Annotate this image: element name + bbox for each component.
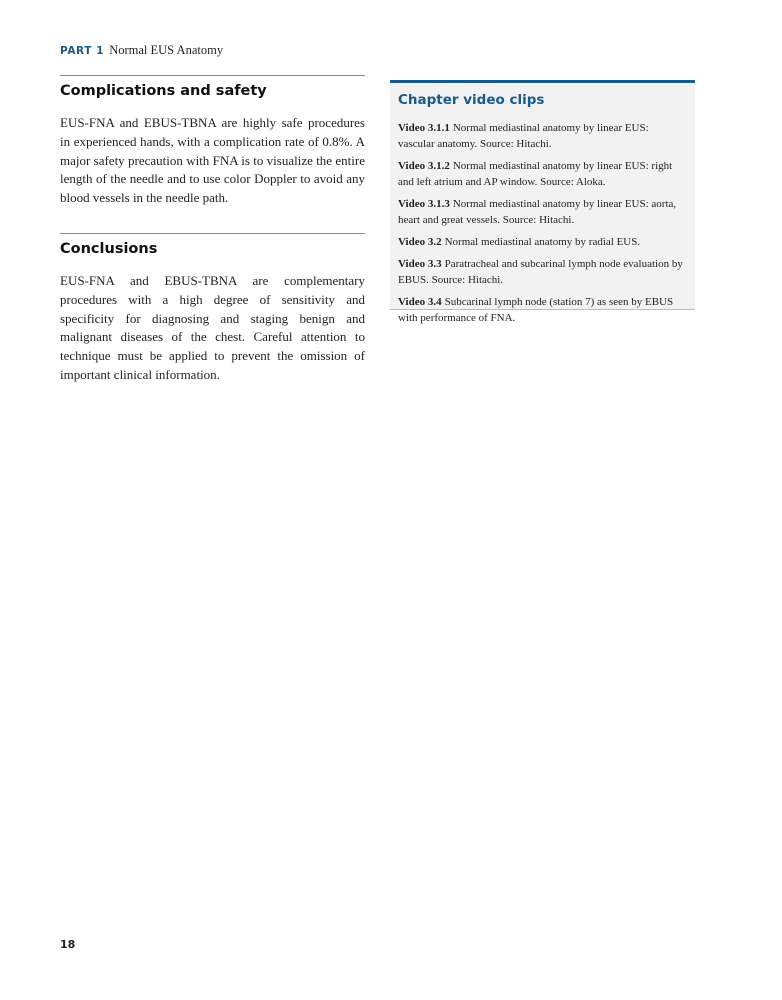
video-clip-id: Video 3.1.1 xyxy=(398,122,450,134)
running-head xyxy=(60,42,223,59)
video-clip-description: Normal mediastinal anatomy by linear EUS: vascular anatomy. Source: Hitachi. xyxy=(398,122,649,150)
video-clip-item[interactable] xyxy=(398,158,687,190)
running-head-title: Normal EUS Anatomy xyxy=(109,43,224,57)
section-heading-conclusions: Conclusions xyxy=(60,240,158,257)
section-divider xyxy=(60,75,365,76)
video-clips-sidebar xyxy=(390,80,695,324)
video-clip-item[interactable] xyxy=(398,196,687,228)
video-clip-id: Video 3.1.2 xyxy=(398,160,450,172)
paragraph-conclusions: EUS-FNA and EBUS-TBNA are complementary procedures with a high degree of sensitivity and specificity for diagnosing and staging benign and malignant diseases of the chest. Careful attention to technique must be applied to prevent the omission of important clinical information. xyxy=(60,272,365,382)
video-clip-description: Normal mediastinal anatomy by linear EUS: right and left atrium and AP window. Source: Aloka. xyxy=(398,160,673,188)
video-clip-description: Normal mediastinal anatomy by radial EUS. xyxy=(444,236,641,248)
section-heading-complications: Complications and safety xyxy=(60,83,267,99)
section-conclusions xyxy=(60,233,365,385)
video-clip-id: Video 3.2 xyxy=(398,236,442,248)
video-clip-item[interactable] xyxy=(398,120,687,152)
page-number: 18 xyxy=(60,938,76,951)
video-clip-item[interactable] xyxy=(398,256,687,288)
paragraph-complications: EUS-FNA and EBUS-TBNA are highly safe procedures in experienced hands, with a complication rate of 0.8%. A major safety precaution with FNA is to visualize the entire length of the needle and to use color Doppler to avoid any blood vessels in the needle path. xyxy=(60,115,365,206)
part-label: PART 1 xyxy=(60,45,105,57)
sidebar-title: Chapter video clips xyxy=(398,92,545,108)
video-clip-id: Video 3.3 xyxy=(398,258,442,270)
main-column xyxy=(60,75,365,385)
section-complications xyxy=(60,75,365,208)
section-divider xyxy=(60,233,365,234)
video-clip-id: Video 3.1.3 xyxy=(398,198,450,210)
video-clip-description: Normal mediastinal anatomy by linear EUS: aorta, heart and great vessels. Source: Hitachi. xyxy=(398,198,677,226)
video-clip-description: Paratracheal and subcarinal lymph node evaluation by EBUS. Source: Hitachi. xyxy=(398,258,683,286)
video-clip-id: Video 3.4 xyxy=(398,296,442,308)
video-clip-description: Subcarinal lymph node (station 7) as seen by EBUS with performance of FNA. xyxy=(398,296,674,324)
video-clip-item[interactable] xyxy=(398,294,687,326)
video-clip-item[interactable] xyxy=(398,234,687,250)
